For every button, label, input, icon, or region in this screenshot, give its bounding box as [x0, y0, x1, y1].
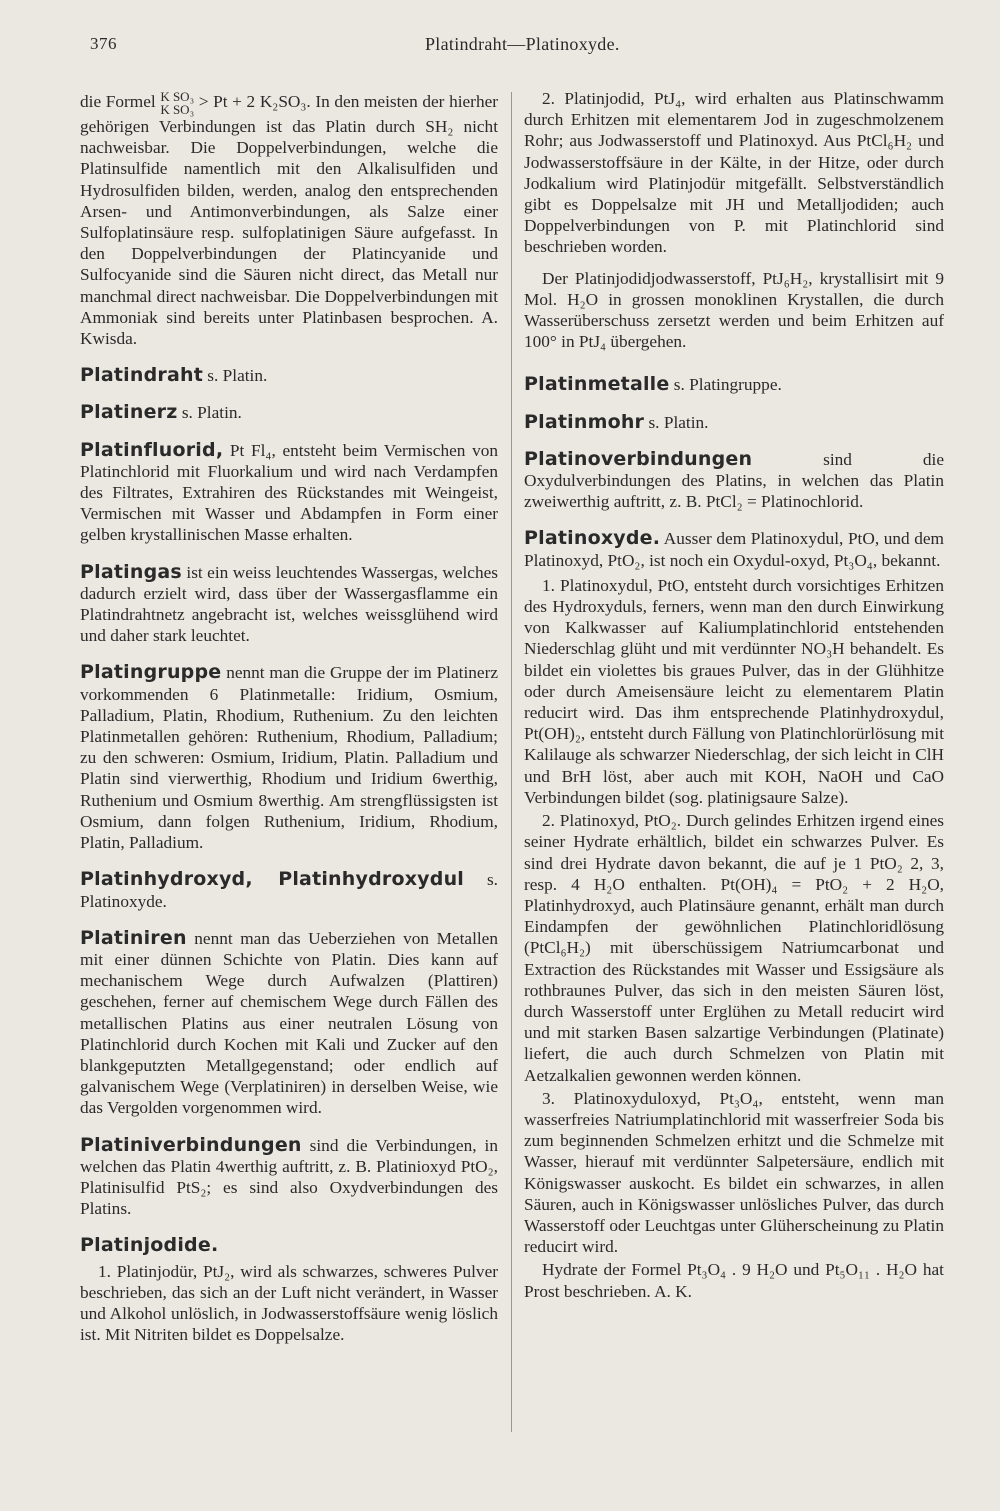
platinjoduer-paragraph: 1. Platinjodür, PtJ₂, wird als schwarzes, schweres Pulver beschrieben, das sich an der Luft nicht verändert, in Wasser und Alkohol unlöslich, in Jodwasserstoffsäure wenig löslich ist. Mit Nitriten bildet es Doppelsalze. [80, 1261, 498, 1345]
headword: Platindraht [80, 364, 203, 387]
entry-platinmetalle: Platinmetalle s. Platingruppe. [524, 373, 782, 396]
running-header [0, 34, 1000, 58]
headword: Platinjodide. [80, 1234, 219, 1257]
entry-platinerz: Platinerz s. Platin. [80, 401, 242, 424]
entry-platingruppe: Platingruppe nennt man die Gruppe der im Platinerz vorkommenden 6 Platinmetalle: Iridium, Osmium, Palladium, Platin, Rhodium, Ruthenium. Zu den leichten Platinmetallen gehören: Ruthenium, Rhodium, Palladium; zu den schweren: Osmium, Iridium, Platin. Palladium und Platin sind vierwerthig, Rhodium und Iridium 6werthig, Ruthenium und Osmium 8werthig. Am strengflüssigsten ist Osmium, dann folgen Ruthenium, Iridium, Rhodium, Platin, Palladium. [80, 661, 498, 853]
column-divider [511, 92, 512, 1432]
platinjodid-paragraph: 2. Platinjodid, PtJ₄, wird erhalten aus Platinschwamm durch Erhitzen mit elementarem Jod in zugeschmolzenem Rohr; aus Jodwasserstoff und Platinoxyd. Aus PtCl₆H₂ und Jodwasserstoffsäure in der Kälte, in der Hitze, oder durch Jodkalium wird Platinjodür mitgefällt. Selbstverständlich gibt es Doppelsalze mit JH und Metalljodiden; auch Doppelverbindungen von P. mit Platinchlorid sind beschrieben worden. [524, 89, 944, 257]
right-column [524, 88, 944, 1312]
entry-platinoxyde: Platinoxyde. Ausser dem Platinoxydul, PtO, und dem Platinoxyd, PtO₂, ist noch ein Oxydul-oxyd, Pt₃O₄, bekannt. [524, 527, 944, 570]
headword: Platinmetalle [524, 373, 670, 396]
platinoxyd-paragraph: 2. Platinoxyd, PtO₂. Durch gelindes Erhitzen irgend eines seiner Hydrate erhältlich, bildet ein schwarzes Pulver. Es sind drei Hydrate davon bekannt, die auf je 1 PtO₂ 2, 3, resp. 4 H₂O enthalten. Pt(OH)₄ = PtO₂ + 2 H₂O, Platinhydroxyd, auch Platinsäure genannt, erhält man durch Eindampfen der gewöhnlichen Platinchloridlösung (PtCl₆H₂) mit überschüssigem Natriumcarbonat und Extraction des Rückstandes mit Wasser und Essigsäure als rothbraunes Pulver, das sich in den meisten Säuren löst, durch Wasserstoff unter Erglühen zu Metall reducirt wird und mit starken Basen salzartige Verbindungen (Platinate) liefert, die auch durch Schmelzen von Platin mit Aetzalkalien gewonnen werden können. [524, 811, 944, 1085]
headword: Platinfluorid, [80, 438, 224, 461]
entry-platinhydroxyd: Platinhydroxyd, Platinhydroxydul s. Platinoxyde. [80, 868, 498, 911]
platinoxyduloxyd-paragraph: 3. Platinoxyduloxyd, Pt₃O₄, entsteht, wenn man wasserfreies Natriumplatinchlorid mit wasserfreier Soda bis zum beginnenden Schmelzen erhitzt und die Schmelze mit Wasser, hierauf mit verdünnter Salpetersäure, endlich mit Königswasser auskocht. Es bildet ein schwarzes, in allen Säuren, auch in Königswasser unlösliches Pulver, das durch Wasserstoff oder Leuchtgas unter Glüherscheinung zu Platin reducirt wird. [524, 1088, 944, 1257]
platinoxydul-paragraph: 1. Platinoxydul, PtO, entsteht durch vorsichtiges Erhitzen des Hydroxyduls, ferners, wenn man den durch Einwirkung von Kalkwasser auf Kaliumplatinchlorid entstehenden Niederschlag glüht und mit verdünnter NO₃H behandelt. Es bildet ein violettes bis graues Pulver, das in der Glühhitze oder durch Ameisensäure leicht zu elementarem Platin reducirt wird. Das ihm entsprechende Platinhydroxydul, Pt(OH)₂, entsteht durch Fällung von Platinchlorürlösung mit Kalilauge als schwarzer Niederschlag, der sich leicht in ClH und BrH löst, aber auch mit KOH, NaOH und CaO Verbindungen bildet (sog. platinigsaure Salze). [524, 575, 944, 807]
entry-platinfluorid: Platinfluorid, Pt Fl₄, entsteht beim Vermischen von Platinchlorid mit Fluorkalium und wird nach Verdampfen des Filtrates, Extrahiren des Rückstandes mit Weingeist, Vermischen mit Wasser und Abdampfen in Form einer gelben krystallinischen Masse erhalten. [80, 438, 498, 545]
entry-platiniverbindungen: Platiniverbindungen sind die Verbindungen, in welchen das Platin 4werthig auftritt, z. B. Platinioxyd PtO₂, Platinisulfid PtS₂; es sind also Oxydverbindungen des Platins. [80, 1133, 498, 1219]
entry-platindraht: Platindraht s. Platin. [80, 364, 268, 387]
continued-text: die Formel K SO₃ K SO₃ > Pt + 2 K₂SO₃. In den meisten der hierher gehörigen Verbindungen ist das Platin durch SH₂ nicht nachweisbar. Die Doppelverbindungen, welche die Platinsulfide namentlich mit den Alkalisulfiden und Hydrosulfiden bilden, werden, analog den entsprechenden Arsen- und Antimonverbindungen, als Salze einer Sulfoplatinsäure resp. sulfoplatinigen Säure aufgefasst. In den Doppelverbindungen der Platincyanide und Sulfocyanide sind die Säuren nicht direct, das Metall nur manchmal direct nachweisbar. Die Doppelverbindungen mit Ammoniak sind bereits unter Platinbasen besprochen. A. Kwisda. [80, 89, 499, 349]
headword: Platinmohr [524, 410, 645, 433]
entry-platinmohr: Platinmohr s. Platin. [524, 410, 709, 433]
left-column [80, 90, 498, 1355]
entry-platinjodide [80, 1235, 498, 1256]
headword: Platinoverbindungen [524, 447, 753, 470]
hydrate-paragraph: Hydrate der Formel Pt₃O₄ . 9 H₂O und Pt₅O₁₁ . H₂O hat Prost beschrieben. A. K. [524, 1260, 944, 1301]
headword: Platiniren [80, 926, 187, 949]
headword: Platinoxyde. [524, 527, 661, 550]
entry-platingas: Platingas ist ein weiss leuchtendes Wassergas, welches dadurch erzielt wird, dass über der Wassergasflamme ein Platindrahtnetz angebracht ist, welches weissglühend wird und daher stark leuchtet. [80, 560, 498, 646]
headword: Platinhydroxyd, Platinhydroxydul [80, 868, 465, 891]
entry-platinoverbindungen: Platinoverbindungen sind die Oxydulverbindungen des Platins, in welchen das Platin zweiwerthig auftritt, z. B. PtCl₂ = Platinochlorid. [524, 447, 944, 512]
headword: Platingruppe [80, 661, 222, 684]
headword: Platingas [80, 560, 182, 583]
page-number: 376 [90, 34, 117, 53]
entry-platiniren: Platiniren nennt man das Ueberziehen von Metallen mit einer dünnen Schichte von Platin. Dies kann auf mechanischem Wege durch Aufwalzen (Plattiren) geschehen, ferner auf chemischem Wege durch Fällen des metallischen Platins aus einer neutralen Lösung von Platinchlorid durch Kochen mit Kali und Zucker auf den blankgeputzten Metallgegenstand; oder endlich auf galvanischem Wege (Verplatiniren) in derselben Weise, wie das Vergolden vorgenommen wird. [80, 926, 498, 1118]
platinjodidjodwasserstoff-paragraph: Der Platinjodidjodwasserstoff, PtJ₆H₂, krystallisirt mit 9 Mol. H₂O in grossen monoklinen Krystallen, die durch Wasserüberschuss zersetzt werden und beim Erhitzen auf 100° in PtJ₄ übergehen. [524, 268, 944, 352]
formula-fraction: K SO₃ K SO₃ [160, 89, 195, 117]
running-title: Platindraht—Platinoxyde. [425, 34, 620, 54]
headword: Platinerz [80, 401, 178, 424]
headword: Platiniverbindungen [80, 1133, 302, 1156]
